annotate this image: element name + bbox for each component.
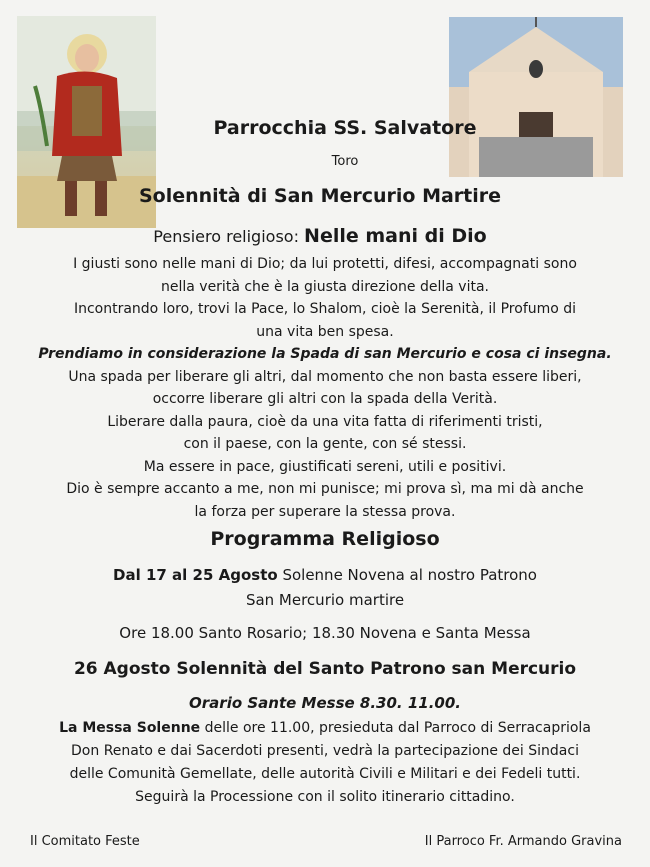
solemn-label: La Messa Solenne xyxy=(59,720,201,736)
thought-heading xyxy=(0,225,645,247)
committee-signature: Il Comitato Feste xyxy=(30,834,140,849)
text-line: Incontrando loro, trovi la Pace, lo Shalom, cioè la Serenità, il Profumo di xyxy=(73,301,577,317)
solemn-text: delle ore 11.00, presieduta dal Parroco di Serracapriola xyxy=(200,720,591,736)
text-line: Dio è sempre accanto a me, non mi punisce; mi prova sì, ma mi dà anche xyxy=(66,481,584,497)
text-line: nella verità che è la giusta direzione della vita. xyxy=(160,278,489,295)
thought-label: Pensiero religioso: xyxy=(153,227,305,246)
mass-times: Orario Sante Messe 8.30. 11.00. xyxy=(189,694,461,712)
text-line: Una spada per liberare gli altri, dal momento che non basta essere liberi, xyxy=(68,368,582,385)
novena-line-2: San Mercurio martire xyxy=(245,591,405,609)
text-line: occorre liberare gli altri con la spada della Verità. xyxy=(152,391,498,407)
solemn-first-line xyxy=(0,717,650,740)
novena-text: Solenne Novena al nostro Patrono xyxy=(277,566,537,584)
text-line: I giusti sono nelle mani di Dio; da lui protetti, difesi, accompagnati sono xyxy=(73,256,577,272)
text-line: Ma essere in pace, giustificati sereni, utili e positivi. xyxy=(143,458,507,475)
parish-name: Parrocchia SS. Salvatore xyxy=(213,117,477,139)
text-line: Seguirà la Processione con il solito itinerario cittadino. xyxy=(135,789,515,805)
church-image xyxy=(449,17,623,177)
text-line: con il paese, con la gente, con sé stessi. xyxy=(183,436,467,452)
thought-text xyxy=(0,253,650,523)
parish-priest-signature: Il Parroco Fr. Armando Gravina xyxy=(424,834,622,849)
thought-title: Nelle mani di Dio xyxy=(304,225,487,247)
text-line: una vita ben spesa. xyxy=(256,323,394,340)
text-line: la forza per superare la stessa prova. xyxy=(194,503,456,520)
solemn-mass-text xyxy=(0,717,650,809)
daily-schedule: Ore 18.00 Santo Rosario; 18.30 Novena e Santa Messa xyxy=(119,624,531,642)
feast-title: Solennità di San Mercurio Martire xyxy=(138,185,502,207)
feast-day-heading: 26 Agosto Solennità del Santo Patrono san Mercurio xyxy=(73,659,577,679)
text-line: Liberare dalla paura, cioè da una vita fatta di riferimenti tristi, xyxy=(107,413,543,430)
text-line: Don Renato e dai Sacerdoti presenti, vedrà la partecipazione dei Sindaci xyxy=(71,743,579,759)
emphasis-line: Prendiamo in considerazione la Spada di san Mercurio e cosa ci insegna. xyxy=(38,346,612,362)
novena-line xyxy=(0,566,650,584)
text-line: delle Comunità Gemellate, delle autorità Civili e Militari e dei Fedeli tutti. xyxy=(69,766,581,782)
program-title: Programma Religioso xyxy=(210,528,440,550)
novena-dates: Dal 17 al 25 Agosto xyxy=(113,566,278,584)
town-name: Toro xyxy=(331,154,359,169)
